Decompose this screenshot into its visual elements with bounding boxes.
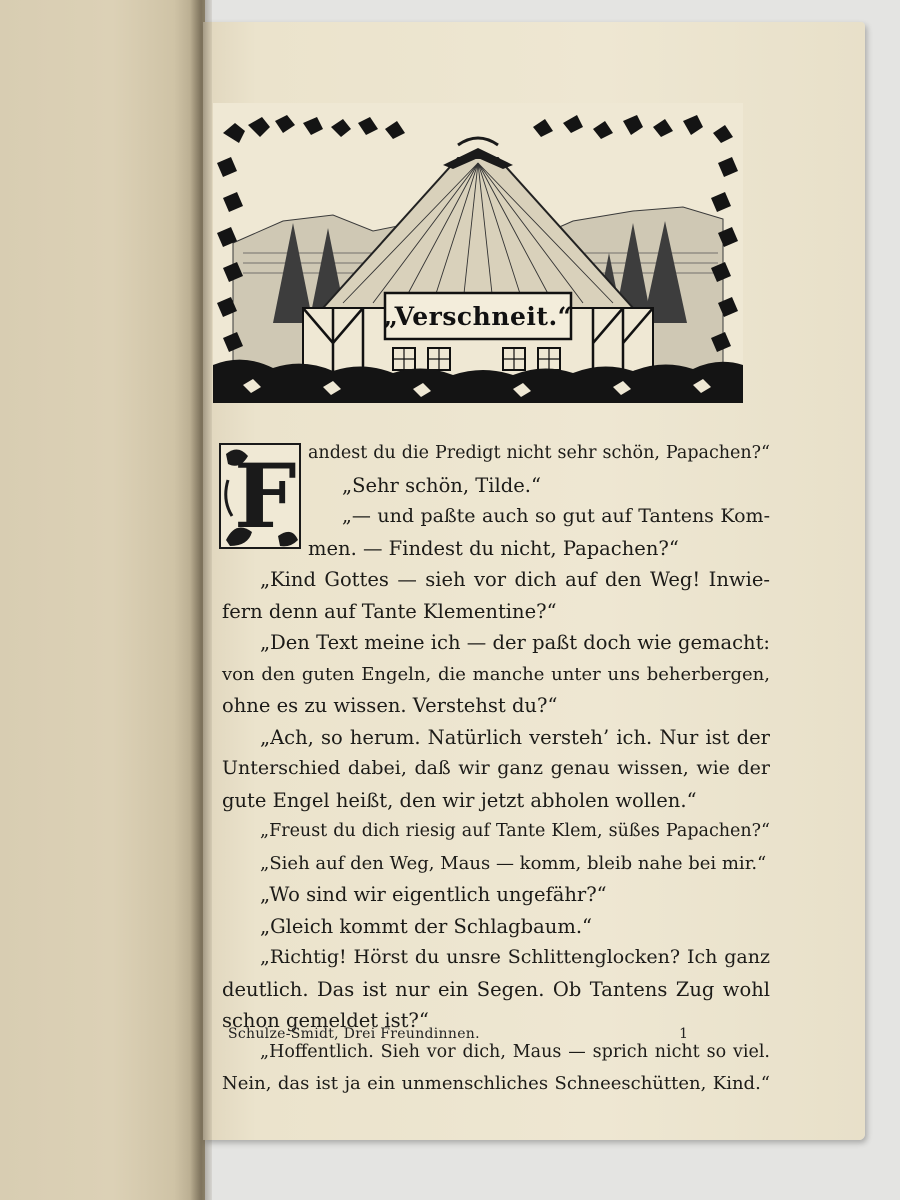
text-line: „— und paßte auch so gut auf Tantens Kom- xyxy=(342,505,770,527)
text-line: „Sehr schön, Tilde.“ xyxy=(342,473,541,497)
left-facing-page xyxy=(0,0,205,1200)
text-line: „Richtig! Hörst du unsre Schlittenglocken? Ich ganz xyxy=(260,946,770,968)
chapter-title: „Verschneit.“ xyxy=(383,301,573,331)
page-footer xyxy=(228,1026,688,1042)
text-line: „Hoffentlich. Sieh vor dich, Maus — sprich nicht so viel. xyxy=(260,1041,770,1062)
text-line: „Wo sind wir eigentlich ungefähr?“ xyxy=(260,883,607,906)
text-line: „Sieh auf den Weg, Maus — komm, bleib nahe bei mir.“ xyxy=(260,852,767,874)
book-gutter xyxy=(190,0,212,1200)
text-line: men. — Findest du nicht, Papachen?“ xyxy=(308,536,679,560)
farmhouse-illustration xyxy=(213,103,743,403)
text-line: Unterschied dabei, daß wir ganz genau wissen, wie der xyxy=(222,757,770,779)
text-line: andest du die Predigt nicht sehr schön, Papachen?“ xyxy=(308,443,770,463)
text-line: schon gemeldet ist?“ xyxy=(222,1009,429,1032)
text-line: „Ach, so herum. Natürlich versteh’ ich. Nur ist der xyxy=(260,725,770,749)
footer-author: Schulze-Smidt, Drei Freundinnen. xyxy=(228,1026,480,1042)
chapter-vignette xyxy=(213,103,743,403)
body-text xyxy=(222,438,770,1100)
text-line: gute Engel heißt, den wir jetzt abholen wollen.“ xyxy=(222,788,697,812)
text-line: ohne es zu wissen. Verstehst du?“ xyxy=(222,694,558,717)
text-line: „Freust du dich riesig auf Tante Klem, süßes Papachen?“ xyxy=(260,821,770,841)
text-line: fern denn auf Tante Klementine?“ xyxy=(222,599,557,623)
text-line: „Gleich kommt der Schlagbaum.“ xyxy=(260,914,592,938)
signature-number: 1 xyxy=(679,1026,688,1042)
initial-letter: F xyxy=(234,444,297,548)
text-line: „Kind Gottes — sieh vor dich auf den Weg! Inwie- xyxy=(260,568,770,591)
text-line: deutlich. Das ist nur ein Segen. Ob Tantens Zug wohl xyxy=(222,977,770,1001)
text-line: Nein, das ist ja ein unmenschliches Schneeschütten, Kind.“ xyxy=(222,1073,770,1094)
text-line: von den guten Engeln, die manche unter uns beherbergen, xyxy=(222,663,770,685)
text-line: „Den Text meine ich — der paßt doch wie gemacht: xyxy=(260,631,770,654)
